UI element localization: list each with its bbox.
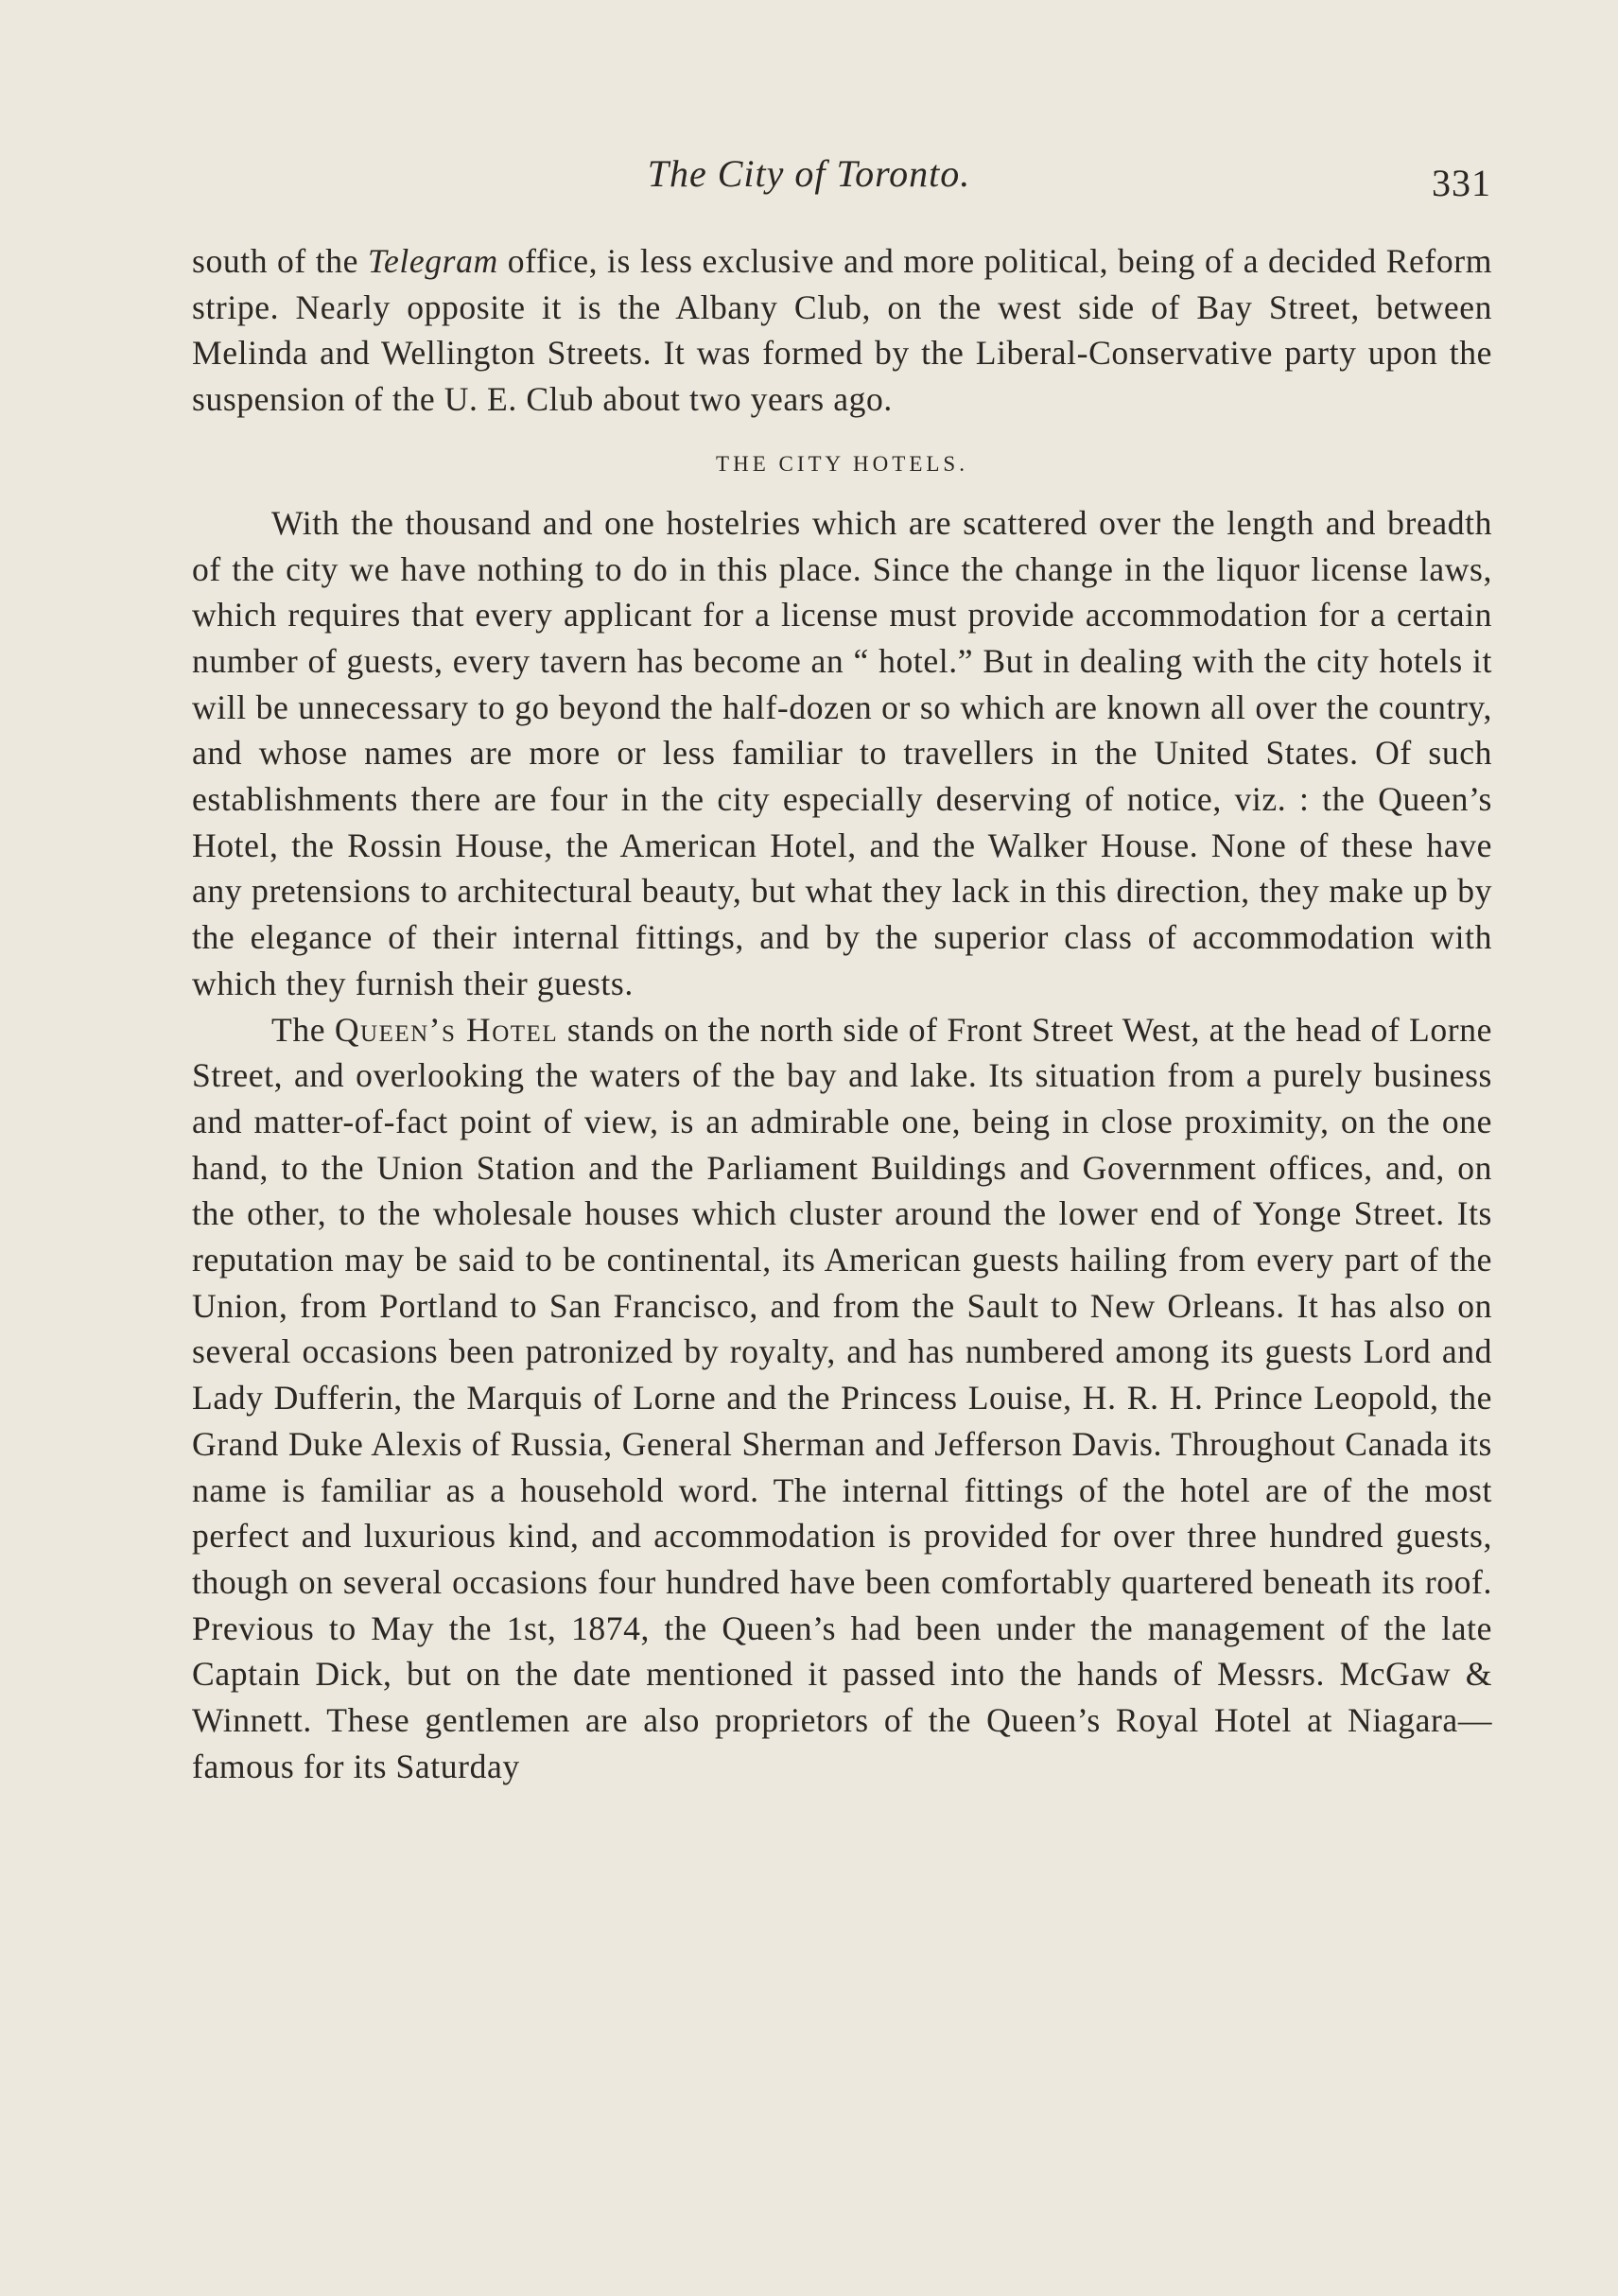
page-number: 331 bbox=[1432, 162, 1491, 204]
page-header bbox=[0, 151, 1618, 208]
paragraph-text: The bbox=[271, 1010, 335, 1049]
section-heading: THE CITY HOTELS. bbox=[716, 451, 968, 476]
newspaper-title: Telegram bbox=[367, 242, 498, 280]
paragraph-continuation bbox=[192, 238, 1492, 423]
running-title: The City of Toronto. bbox=[647, 152, 971, 195]
hotel-name: Queen’s Hotel bbox=[334, 1010, 559, 1049]
body-text bbox=[192, 238, 1492, 1790]
paragraph-queens-hotel bbox=[192, 1007, 1492, 1790]
paragraph-text: office, is less exclusive and more political, being of a decided Reform stripe. Nearly opposite it is the Albany Club, on the west side of Bay Street, between Melinda and Wellington Streets. It was formed by the Liberal-Conservative party upon the suspension of the U. E. Club about two years ago. bbox=[192, 242, 1492, 419]
paragraph-hotels-intro: With the thousand and one hostelries which are scattered over the length and breadth of the city we have nothing to do in this place. Since the change in the liquor license laws, which requires that every applicant for a license must provide accommodation for a certain number of guests, every tavern has become an “ hotel.” But in dealing with the city hotels it will be unnecessary to go beyond the half-dozen or so which are known all over the country, and whose names are more or less familiar to travellers in the United States. Of such establishments there are four in the city especially deserving of notice, viz. : the Queen’s Hotel, the Rossin House, the American Hotel, and the Walker House. None of these have any pretensions to architectural beauty, but what they lack in this direction, they make up by the elegance of their internal fittings, and by the superior class of accommodation with which they furnish their guests. bbox=[192, 503, 1492, 1002]
paragraph-text: stands on the north side of Front Street West, at the head of Lorne Street, and overlooking the waters of the bay and lake. Its situation from a purely business and matter-of-fact point of view, is an admirable one, being in close proximity, on the one hand, to the Union Station and the Parliament Buildings and Government offices, and, on the other, to the wholesale houses which cluster around the lower end of Yonge Street. Its reputation may be said to be continental, its American guests hailing from every part of the Union, from Portland to San Francisco, and from the Sault to New Orleans. It has also on several occasions been patronized by royalty, and has numbered among its guests Lord and Lady Dufferin, the Marquis of Lorne and the Princess Louise, H. R. H. Prince Leopold, the Grand Duke Alexis of Russia, General Sherman and Jefferson Davis. Throughout Canada its name is familiar as a household word. The internal fittings of the hotel are of the most perfect and luxurious kind, and accommodation is provided for over three hundred guests, though on several occasions four hundred have been comfortably quartered beneath its roof. Previous to May the 1st, 1874, the Queen’s had been under the management of the late Captain Dick, but on the date mentioned it passed into the hands of Messrs. McGaw & Winnett. These gentlemen are also proprietors of the Queen’s Royal Hotel at Niagara—famous for its Saturday bbox=[192, 1010, 1492, 1785]
paragraph-text: south of the bbox=[192, 242, 368, 280]
